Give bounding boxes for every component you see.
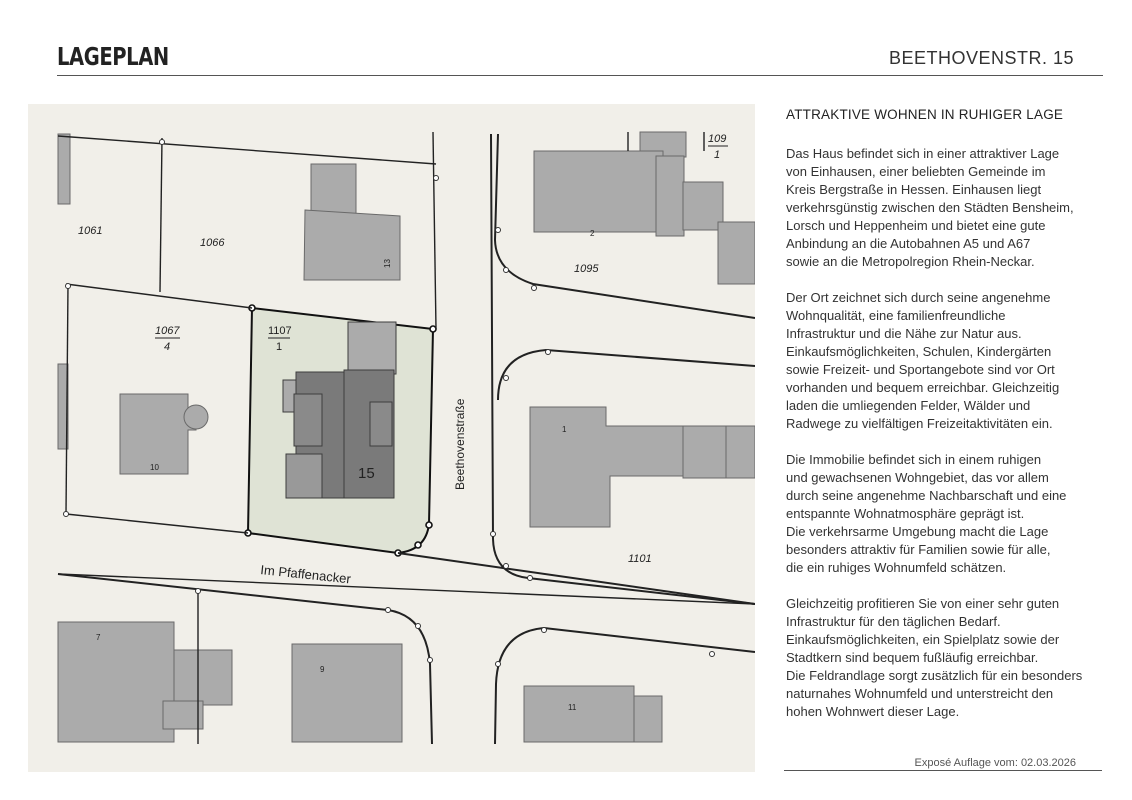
parcel-label-1067-sub: 4	[164, 341, 171, 353]
parcel-label-1095: 1095	[574, 263, 599, 275]
building-7	[58, 622, 174, 742]
page-title: LAGEPLAN	[57, 42, 169, 71]
parcel-label-109-sub: 1	[714, 149, 721, 161]
building-10-round	[184, 405, 208, 429]
building-2-annex	[656, 156, 684, 236]
building-11-annex	[634, 696, 662, 742]
subject-house-wing	[286, 454, 322, 498]
paragraph-location: Das Haus befindet sich in einer attraktiver Lage von Einhausen, einer beliebten Gemeinde im Kreis Bergstraße in Hessen. Einhausen liegt verkehrsgünstig zwischen den Städten Bensheim, Lorsch und Heppenheim und bietet eine gute Anbindung an die Autobahnen A5 und A67 sowie an die Metropolregion Rhein-Neckar.	[786, 146, 1074, 269]
parcel-label-1107: 1107	[268, 325, 292, 337]
building-7-annex-b	[163, 701, 203, 729]
subject-house-garage	[348, 322, 396, 374]
paragraph-community: Der Ort zeichnet sich durch seine angenehme Wohnqualität, eine familienfreundliche Infrastruktur und die Nähe zur Natur aus. Einkaufsmöglichkeiten, Schulen, Kindergärten sowie Freizeit- und Sportangebote sind vor Ort vorhanden und bequem erreichbar. Gleichzeitig laden die umliegenden Felder, Wälder und Radwege zu vielfältigen Freizeitaktivitäten ein.	[786, 290, 1060, 431]
building-1-annex-b	[726, 426, 755, 478]
header-divider	[57, 75, 1103, 76]
building-13	[304, 210, 400, 280]
house-number-11: 11	[568, 703, 577, 712]
footer-divider	[784, 770, 1102, 771]
house-number-9: 9	[320, 665, 325, 674]
house-number-2: 2	[590, 229, 595, 238]
parcel-label-1067: 1067	[155, 325, 180, 337]
building-11	[524, 686, 634, 742]
paragraph-neighbourhood: Die Immobilie befindet sich in einem ruhigen und gewachsenen Wohngebiet, das vor allem durch seine angenehme Nachbarschaft und eine entspannte Wohnatmosphäre geprägt ist. Die verkehrsarme Umgebung macht die Lage besonders attraktiv für Familien sowie für alle, die ein ruhiges Wohnumfeld schätzen.	[786, 452, 1067, 575]
house-number-10: 10	[150, 463, 159, 472]
building-9	[292, 644, 402, 742]
parcel-label-109: 109	[708, 133, 727, 145]
building-2-annex-b	[683, 182, 723, 230]
building-10	[120, 394, 196, 474]
house-number-15: 15	[358, 465, 375, 482]
parcel-label-1101: 1101	[628, 553, 652, 565]
parcel-label-1107-sub: 1	[276, 341, 283, 353]
street-label-beethovenstrasse: Beethovenstraße	[453, 398, 467, 490]
section-title: ATTRAKTIVE WOHNEN IN RUHIGER LAGE	[786, 107, 1064, 122]
building-right-top	[718, 222, 755, 284]
building-1-annex	[683, 426, 728, 478]
paragraph-infrastructure: Gleichzeitig profitieren Sie von einer sehr guten Infrastruktur für den täglichen Bedarf. Einkaufsmöglichkeiten, ein Spielplatz sowie der Stadtkern sind bequem fußläufig erreichbar. Die Feldrandlage sorgt zusätzlich für ein besonders naturnahes Wohnumfeld und unterstreicht den hohen Wohnwert dieser Lage.	[786, 596, 1083, 719]
building-2	[534, 151, 663, 232]
house-number-1: 1	[562, 425, 567, 434]
building-left-edge-top	[58, 134, 70, 204]
house-number-7: 7	[96, 633, 101, 642]
site-plan-map	[28, 104, 755, 772]
building-13-annex	[311, 164, 356, 216]
house-number-13: 13	[383, 259, 392, 268]
street-label-pfaffenacker: Im Pfaffenacker	[259, 562, 352, 587]
building-7-annex	[174, 650, 232, 705]
description-column	[786, 107, 1106, 739]
parcel-label-1061: 1061	[78, 225, 103, 237]
edition-date-note: Exposé Auflage vom: 02.03.2026	[914, 757, 1076, 769]
parcel-label-1066: 1066	[200, 237, 225, 249]
property-address: BEETHOVENSTR. 15	[888, 48, 1074, 68]
